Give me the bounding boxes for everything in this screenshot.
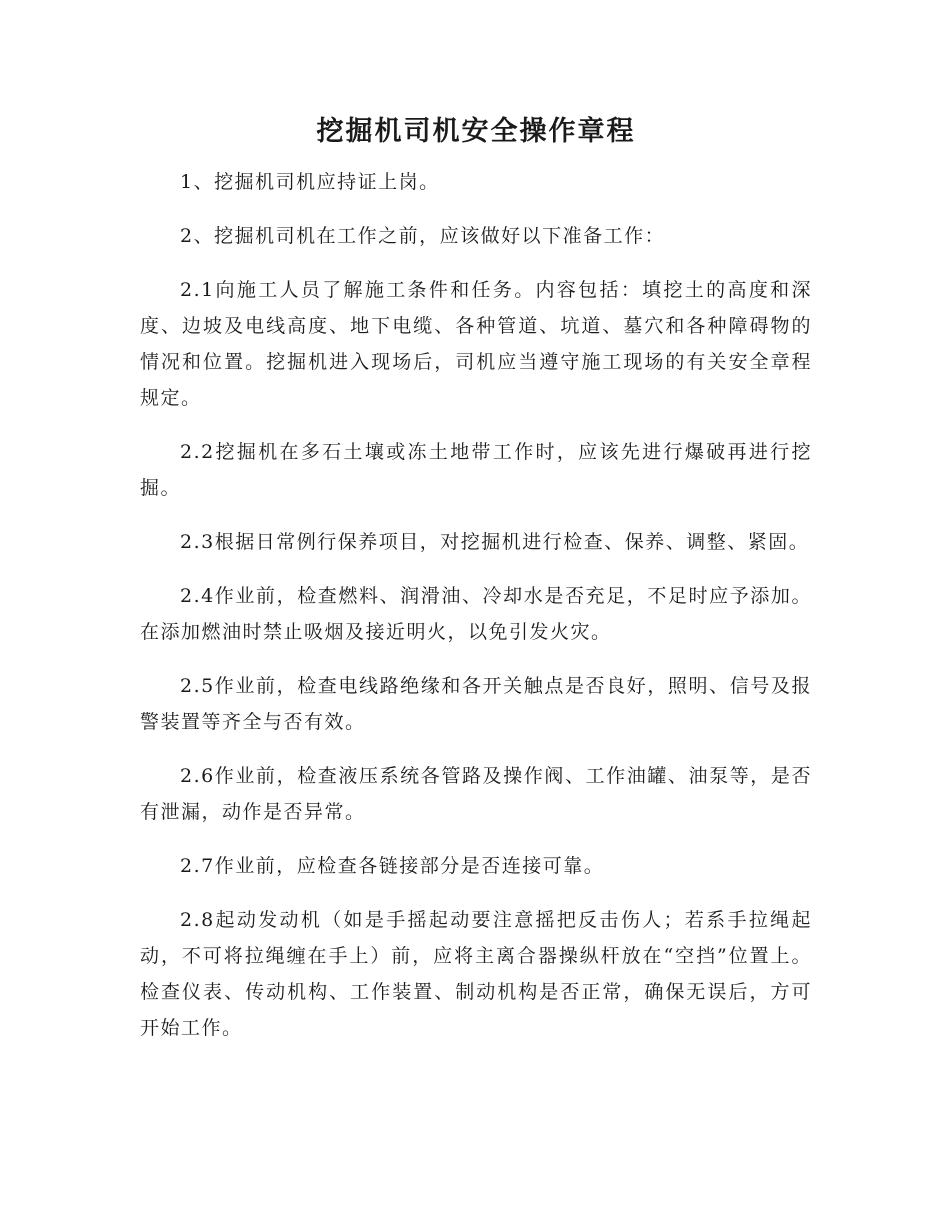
document-page <box>140 112 812 1064</box>
paragraph-2-8: 2.8起动发动机（如是手摇起动要注意摇把反击伤人；若系手拉绳起动，不可将拉绳缠在手上）前，应将主离合器操纵杆放在“空挡”位置上。检查仪表、传动机构、工作装置、制动机构是否正常，确保无误后，方可开始工作。 <box>140 909 812 1039</box>
paragraph-2-6: 2.6作业前，检查液压系统各管路及操作阀、工作油罐、油泵等，是否有泄漏，动作是否异常。 <box>140 765 812 823</box>
paragraph-2-3: 2.3根据日常例行保养项目，对挖掘机进行检查、保养、调整、紧固。 <box>180 531 810 553</box>
paragraph-2-2: 2.2挖掘机在多石土壤或冻土地带工作时，应该先进行爆破再进行挖掘。 <box>140 441 812 499</box>
paragraph-2-4: 2.4作业前，检查燃料、润滑油、冷却水是否充足，不足时应予添加。在添加燃油时禁止吸烟及接近明火，以免引发火灾。 <box>140 585 812 643</box>
paragraph-1: 1、挖掘机司机应持证上岗。 <box>180 171 440 193</box>
paragraph-2: 2、挖掘机司机在工作之前，应该做好以下准备工作： <box>180 225 666 247</box>
paragraph-2-1: 2.1向施工人员了解施工条件和任务。内容包括：填挖土的高度和深度、边坡及电线高度、地下电缆、各种管道、坑道、墓穴和各种障碍物的情况和位置。挖掘机进入现场后，司机应当遵守施工现场的有关安全章程规定。 <box>140 279 812 409</box>
paragraph-2-5: 2.5作业前，检查电线路绝缘和各开关触点是否良好，照明、信号及报警装置等齐全与否有效。 <box>140 675 812 733</box>
document-title: 挖掘机司机安全操作章程 <box>316 116 636 147</box>
paragraph-2-7: 2.7作业前，应检查各链接部分是否连接可靠。 <box>180 855 605 877</box>
